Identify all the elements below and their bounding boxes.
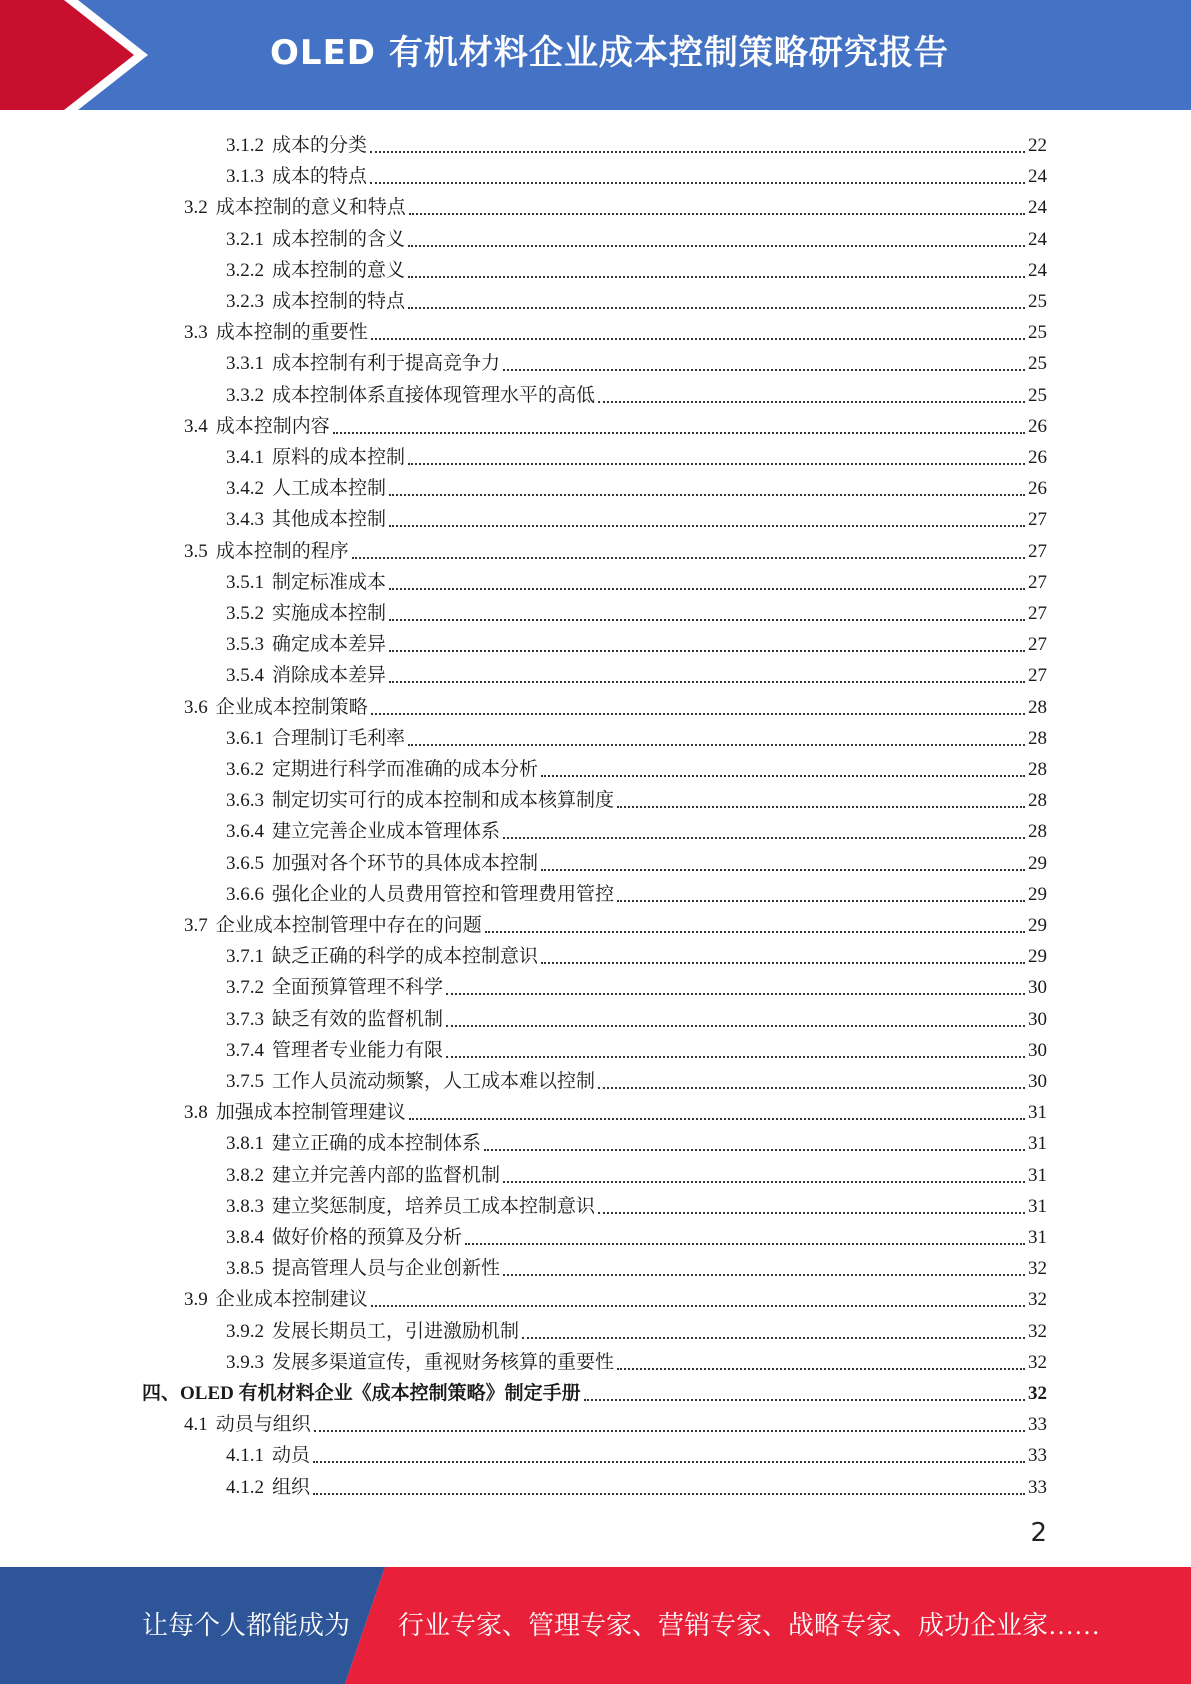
toc-entry-page: 30 bbox=[1028, 1071, 1047, 1092]
toc-entry-page: 27 bbox=[1028, 571, 1047, 593]
toc-entry-number: 3.9 bbox=[184, 1289, 208, 1311]
toc-entry-number: 3.8.2 bbox=[226, 1164, 264, 1186]
toc-entry-number: 3.5 bbox=[184, 540, 208, 562]
toc-dot-leader bbox=[371, 338, 1025, 340]
toc-entry-page: 27 bbox=[1028, 540, 1047, 562]
toc-entry-page: 24 bbox=[1028, 197, 1047, 219]
toc-entry[interactable] bbox=[226, 1437, 1047, 1468]
toc-dot-leader bbox=[598, 1087, 1025, 1089]
toc-entry-title: 成本控制的含义 bbox=[272, 228, 406, 250]
toc-entry-title: 动员与组织 bbox=[215, 1414, 311, 1436]
toc-entry-title: 全面预算管理不科学 bbox=[272, 977, 444, 999]
toc-entry[interactable] bbox=[226, 221, 1047, 252]
toc-entry[interactable] bbox=[226, 1344, 1047, 1375]
toc-entry-page: 28 bbox=[1028, 759, 1047, 780]
toc-entry-number: 3.5.3 bbox=[226, 634, 264, 656]
toc-entry-title: 企业成本控制管理中存在的问题 bbox=[215, 915, 482, 936]
toc-dot-leader bbox=[389, 525, 1025, 527]
toc-entry-page: 24 bbox=[1028, 228, 1047, 250]
toc-entry-title: 实施成本控制 bbox=[272, 603, 387, 624]
toc-dot-leader bbox=[584, 1399, 1025, 1401]
footer-slogan-right: 行业专家、管理专家、营销专家、战略专家、成功企业家…… bbox=[398, 1611, 1101, 1640]
toc-entry-number: 3.4 bbox=[184, 415, 208, 437]
toc-entry-page: 33 bbox=[1028, 1445, 1047, 1467]
toc-entry-number: 3.1.2 bbox=[226, 135, 264, 156]
toc-entry-title: 建立完善企业成本管理体系 bbox=[272, 821, 501, 843]
toc-dot-leader bbox=[503, 837, 1025, 839]
toc-entry-page: 26 bbox=[1028, 447, 1047, 468]
toc-entry-page: 32 bbox=[1028, 1320, 1047, 1342]
toc-entry-number: 3.6.5 bbox=[226, 852, 264, 874]
toc-entry-page: 27 bbox=[1028, 665, 1047, 687]
toc-entry-title: 成本控制的重要性 bbox=[215, 322, 368, 344]
toc-dot-leader bbox=[313, 1493, 1025, 1495]
toc-entry-title: OLED 有机材料企业《成本控制策略》制定手册 bbox=[180, 1383, 581, 1404]
toc-entry[interactable] bbox=[184, 689, 1047, 720]
toc-dot-leader bbox=[446, 1025, 1025, 1027]
toc-entry-number: 3.2.1 bbox=[226, 228, 264, 250]
toc-dot-leader bbox=[484, 1149, 1025, 1151]
toc-entry-title: 管理者专业能力有限 bbox=[272, 1039, 444, 1061]
toc-entry-page: 29 bbox=[1028, 883, 1047, 905]
toc-dot-leader bbox=[389, 588, 1025, 590]
toc-entry[interactable] bbox=[226, 1001, 1047, 1032]
toc-entry-title: 建立奖惩制度，培养员工成本控制意识 bbox=[272, 1195, 596, 1217]
toc-dot-leader bbox=[446, 1056, 1025, 1058]
toc-entry[interactable] bbox=[226, 501, 1047, 532]
toc-entry-title: 加强对各个环节的具体成本控制 bbox=[272, 852, 539, 874]
toc-dot-leader bbox=[389, 650, 1025, 652]
toc-entry-page: 32 bbox=[1028, 1289, 1047, 1311]
toc-entry[interactable] bbox=[184, 189, 1047, 220]
toc-dot-leader bbox=[617, 900, 1025, 902]
toc-dot-leader bbox=[408, 307, 1025, 309]
toc-entry-number: 3.3 bbox=[184, 322, 208, 344]
toc-entry[interactable] bbox=[226, 595, 1047, 626]
toc-entry-page: 31 bbox=[1028, 1227, 1047, 1248]
toc-dot-leader bbox=[333, 432, 1025, 434]
toc-entry-title: 成本控制的程序 bbox=[215, 540, 349, 562]
toc-dot-leader bbox=[617, 1368, 1025, 1370]
toc-entry-page: 29 bbox=[1028, 852, 1047, 874]
toc-entry-number: 3.4.1 bbox=[226, 447, 264, 468]
toc-entry-number: 3.7.4 bbox=[226, 1039, 264, 1061]
toc-entry-title: 制定标准成本 bbox=[272, 571, 387, 593]
toc-entry-number: 3.8.5 bbox=[226, 1258, 264, 1280]
toc-entry-title: 成本控制有利于提高竞争力 bbox=[272, 353, 501, 375]
toc-dot-leader bbox=[408, 245, 1025, 247]
toc-entry-number: 3.9.2 bbox=[226, 1320, 264, 1342]
toc-entry-number: 3.7.2 bbox=[226, 977, 264, 999]
header-banner bbox=[0, 0, 1191, 110]
toc-dot-leader bbox=[371, 1305, 1025, 1307]
toc-entry-number: 3.4.3 bbox=[226, 509, 264, 531]
toc-entry-page: 28 bbox=[1028, 696, 1047, 718]
document-title: OLED 有机材料企业成本控制策略研究报告 bbox=[270, 33, 949, 73]
toc-dot-leader bbox=[371, 713, 1025, 715]
toc-entry-title: 工作人员流动频繁，人工成本难以控制 bbox=[272, 1071, 596, 1092]
toc-entry-title: 成本控制的特点 bbox=[272, 291, 406, 312]
toc-entry[interactable] bbox=[184, 1406, 1047, 1437]
toc-entry-number: 3.2.3 bbox=[226, 291, 264, 312]
toc-entry[interactable] bbox=[226, 1125, 1047, 1156]
toc-entry-number: 3.6.4 bbox=[226, 821, 264, 843]
toc-entry-page: 33 bbox=[1028, 1476, 1047, 1498]
toc-entry[interactable] bbox=[142, 1375, 1047, 1406]
toc-entry[interactable] bbox=[184, 408, 1047, 439]
toc-dot-leader bbox=[313, 1461, 1025, 1463]
toc-entry-number: 3.7.1 bbox=[226, 946, 264, 968]
toc-entry-number: 3.8.4 bbox=[226, 1227, 264, 1248]
toc-entry-page: 31 bbox=[1028, 1102, 1047, 1124]
toc-entry[interactable] bbox=[226, 470, 1047, 501]
toc-entry-title: 建立正确的成本控制体系 bbox=[272, 1133, 482, 1155]
toc-entry-number: 3.3.1 bbox=[226, 353, 264, 375]
toc-entry-number: 3.8.1 bbox=[226, 1133, 264, 1155]
toc-dot-leader bbox=[522, 1337, 1025, 1339]
toc-entry-number: 3.6.3 bbox=[226, 790, 264, 812]
toc-entry-page: 27 bbox=[1028, 509, 1047, 531]
toc-entry[interactable] bbox=[226, 564, 1047, 595]
toc-entry[interactable] bbox=[226, 751, 1047, 782]
toc-entry[interactable] bbox=[226, 377, 1047, 408]
toc-entry-title: 组织 bbox=[272, 1476, 311, 1498]
toc-entry[interactable] bbox=[226, 657, 1047, 688]
toc-entry-page: 29 bbox=[1028, 946, 1047, 968]
toc-entry-page: 32 bbox=[1028, 1383, 1047, 1404]
toc-entry-title: 强化企业的人员费用管控和管理费用管控 bbox=[272, 883, 615, 905]
toc-entry[interactable] bbox=[226, 439, 1047, 470]
toc-entry-page: 25 bbox=[1028, 353, 1047, 375]
toc-dot-leader bbox=[541, 869, 1025, 871]
toc-entry-page: 24 bbox=[1028, 259, 1047, 281]
toc-entry-title: 消除成本差异 bbox=[272, 665, 387, 687]
toc-entry-number: 3.8.3 bbox=[226, 1195, 264, 1217]
footer-slogan-left: 让每个人都能成为 bbox=[142, 1611, 351, 1640]
toc-entry-number: 3.6.6 bbox=[226, 883, 264, 905]
toc-entry-title: 加强成本控制管理建议 bbox=[215, 1102, 406, 1124]
toc-entry-number: 3.5.4 bbox=[226, 665, 264, 687]
toc-dot-leader bbox=[389, 494, 1025, 496]
toc-entry-page: 30 bbox=[1028, 1039, 1047, 1061]
toc-dot-leader bbox=[541, 962, 1025, 964]
toc-entry[interactable] bbox=[184, 907, 1047, 938]
toc-entry[interactable] bbox=[226, 969, 1047, 1000]
toc-dot-leader bbox=[598, 1212, 1025, 1214]
toc-entry[interactable] bbox=[226, 845, 1047, 876]
toc-entry[interactable] bbox=[226, 127, 1047, 158]
toc-dot-leader bbox=[314, 1430, 1025, 1432]
toc-dot-leader bbox=[617, 806, 1025, 808]
toc-entry-number: 4.1.2 bbox=[226, 1476, 264, 1498]
toc-entry-title: 确定成本差异 bbox=[272, 634, 387, 656]
toc-entry-page: 28 bbox=[1028, 727, 1047, 749]
toc-entry[interactable] bbox=[184, 1094, 1047, 1125]
toc-entry-number: 3.4.2 bbox=[226, 478, 264, 500]
toc-entry-page: 29 bbox=[1028, 915, 1047, 936]
toc-entry-page: 28 bbox=[1028, 790, 1047, 812]
toc-entry-title: 人工成本控制 bbox=[272, 478, 387, 500]
toc-entry-number: 3.2 bbox=[184, 197, 208, 219]
toc-entry-title: 企业成本控制策略 bbox=[215, 696, 368, 718]
toc-entry-title: 成本的分类 bbox=[272, 135, 368, 156]
toc-entry-number: 3.7.5 bbox=[226, 1071, 264, 1092]
toc-entry-title: 动员 bbox=[272, 1445, 311, 1467]
toc-entry[interactable] bbox=[226, 938, 1047, 969]
toc-entry-page: 25 bbox=[1028, 384, 1047, 406]
toc-entry-page: 28 bbox=[1028, 821, 1047, 843]
toc-entry-number: 3.6.2 bbox=[226, 759, 264, 780]
toc-dot-leader bbox=[370, 151, 1025, 153]
toc-entry-number: 3.3.2 bbox=[226, 384, 264, 406]
toc-entry-page: 27 bbox=[1028, 634, 1047, 656]
toc-entry-title: 其他成本控制 bbox=[272, 509, 387, 531]
toc-entry-number: 3.1.3 bbox=[226, 166, 264, 188]
toc-entry-title: 成本的特点 bbox=[272, 166, 368, 188]
toc-entry[interactable] bbox=[226, 782, 1047, 813]
toc-entry[interactable] bbox=[226, 626, 1047, 657]
toc-dot-leader bbox=[409, 213, 1025, 215]
toc-entry-title: 提高管理人员与企业创新性 bbox=[272, 1258, 501, 1280]
toc-entry-title: 发展多渠道宣传，重视财务核算的重要性 bbox=[272, 1351, 615, 1373]
toc-entry[interactable] bbox=[184, 1281, 1047, 1312]
toc-entry[interactable] bbox=[226, 1063, 1047, 1094]
toc-entry-page: 26 bbox=[1028, 415, 1047, 437]
toc-entry[interactable] bbox=[226, 1157, 1047, 1188]
toc-entry-number: 4.1 bbox=[184, 1414, 208, 1436]
toc-dot-leader bbox=[485, 931, 1025, 933]
toc-dot-leader bbox=[408, 276, 1025, 278]
toc-entry[interactable] bbox=[226, 283, 1047, 314]
toc-entry-title: 合理制订毛利率 bbox=[272, 727, 406, 749]
toc-dot-leader bbox=[408, 463, 1025, 465]
toc-entry-page: 31 bbox=[1028, 1164, 1047, 1186]
toc-entry-title: 做好价格的预算及分析 bbox=[272, 1227, 463, 1248]
toc-entry-title: 缺乏有效的监督机制 bbox=[272, 1008, 444, 1030]
toc-entry[interactable] bbox=[226, 252, 1047, 283]
toc-dot-leader bbox=[389, 681, 1025, 683]
footer-banner bbox=[0, 1567, 1191, 1684]
toc-entry-number: 3.2.2 bbox=[226, 259, 264, 281]
toc-entry-title: 发展长期员工，引进激励机制 bbox=[272, 1320, 520, 1342]
toc-entry-page: 31 bbox=[1028, 1133, 1047, 1155]
toc-entry[interactable] bbox=[184, 533, 1047, 564]
toc-entry[interactable] bbox=[184, 314, 1047, 345]
toc-entry-number: 3.7.3 bbox=[226, 1008, 264, 1030]
toc-entry-page: 30 bbox=[1028, 1008, 1047, 1030]
toc-entry-page: 31 bbox=[1028, 1195, 1047, 1217]
toc-entry-page: 32 bbox=[1028, 1258, 1047, 1280]
toc-dot-leader bbox=[446, 993, 1025, 995]
toc-dot-leader bbox=[541, 775, 1025, 777]
toc-entry[interactable] bbox=[226, 813, 1047, 844]
toc-dot-leader bbox=[503, 1274, 1025, 1276]
toc-entry-page: 25 bbox=[1028, 291, 1047, 312]
toc-dot-leader bbox=[409, 1118, 1025, 1120]
toc-entry-number: 3.6 bbox=[184, 696, 208, 718]
toc-entry-page: 27 bbox=[1028, 603, 1047, 624]
toc-entry-title: 原料的成本控制 bbox=[272, 447, 406, 468]
toc-dot-leader bbox=[503, 1181, 1025, 1183]
toc-entry[interactable] bbox=[226, 1188, 1047, 1219]
toc-entry[interactable] bbox=[226, 158, 1047, 189]
toc-entry-number: 3.9.3 bbox=[226, 1351, 264, 1373]
page-number: 2 bbox=[1030, 1518, 1047, 1548]
toc-entry[interactable] bbox=[226, 720, 1047, 751]
toc-entry-title: 成本控制体系直接体现管理水平的高低 bbox=[272, 384, 596, 406]
toc-entry-title: 制定切实可行的成本控制和成本核算制度 bbox=[272, 790, 615, 812]
toc-entry-title: 成本控制内容 bbox=[215, 415, 330, 437]
toc-entry-number: 3.5.2 bbox=[226, 603, 264, 624]
toc-entry[interactable] bbox=[226, 1469, 1047, 1500]
toc-dot-leader bbox=[370, 182, 1025, 184]
toc-entry-page: 30 bbox=[1028, 977, 1047, 999]
toc-entry[interactable] bbox=[226, 1250, 1047, 1281]
toc-entry-number: 3.8 bbox=[184, 1102, 208, 1124]
toc-entry[interactable] bbox=[226, 1032, 1047, 1063]
toc-dot-leader bbox=[598, 401, 1025, 403]
toc-entry-number: 4.1.1 bbox=[226, 1445, 264, 1467]
toc-entry[interactable] bbox=[226, 1313, 1047, 1344]
toc-entry-number: 3.7 bbox=[184, 915, 208, 936]
toc-dot-leader bbox=[408, 744, 1025, 746]
toc-dot-leader bbox=[465, 1243, 1025, 1245]
toc-entry-number: 3.6.1 bbox=[226, 727, 264, 749]
toc-entry-title: 企业成本控制建议 bbox=[215, 1289, 368, 1311]
toc-entry[interactable] bbox=[226, 345, 1047, 376]
toc-entry-title: 建立并完善内部的监督机制 bbox=[272, 1164, 501, 1186]
toc-entry-title: 成本控制的意义 bbox=[272, 259, 406, 281]
toc-entry-page: 33 bbox=[1028, 1414, 1047, 1436]
toc-entry-page: 22 bbox=[1028, 135, 1047, 156]
toc-dot-leader bbox=[389, 619, 1025, 621]
toc-dot-leader bbox=[503, 369, 1025, 371]
toc-entry-page: 24 bbox=[1028, 166, 1047, 188]
toc-entry-title: 成本控制的意义和特点 bbox=[215, 197, 406, 219]
toc-dot-leader bbox=[352, 557, 1025, 559]
toc-entry-number: 四、 bbox=[142, 1383, 181, 1404]
toc-entry-number: 3.5.1 bbox=[226, 571, 264, 593]
toc-entry[interactable] bbox=[226, 1219, 1047, 1250]
toc-entry-page: 25 bbox=[1028, 322, 1047, 344]
toc-entry-page: 26 bbox=[1028, 478, 1047, 500]
toc-entry[interactable] bbox=[226, 876, 1047, 907]
toc-entry-page: 32 bbox=[1028, 1351, 1047, 1373]
toc-entry-title: 缺乏正确的科学的成本控制意识 bbox=[272, 946, 539, 968]
toc-entry-title: 定期进行科学而准确的成本分析 bbox=[272, 759, 539, 780]
